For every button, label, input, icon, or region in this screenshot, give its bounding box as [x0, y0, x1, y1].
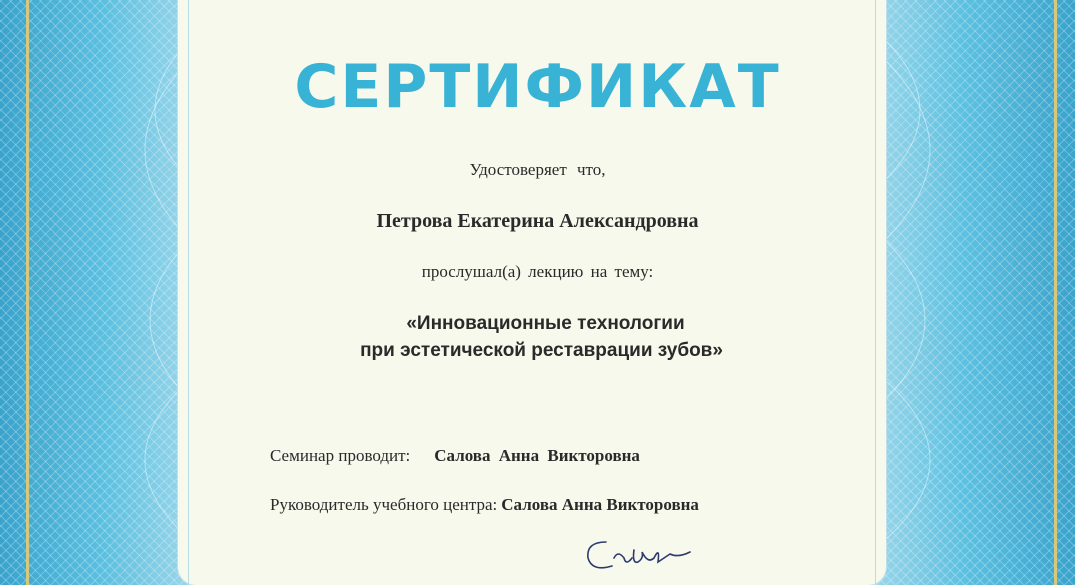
listened-text: прослушал(а) лекцию на тему:: [421, 262, 654, 281]
signature-icon: [578, 528, 718, 578]
lecture-topic-line-2: при эстетической реставрации зубов»: [360, 340, 723, 361]
seminar-label: Семинар проводит:: [270, 446, 411, 465]
recipient-name: Петрова Екатерина Александровна: [376, 210, 699, 232]
certificate-title: СЕРТИФИКАТ: [294, 52, 781, 122]
head-label: Руководитель учебного центра:: [270, 495, 498, 514]
head-name: Салова Анна Викторовна: [501, 495, 699, 514]
seminar-row: [270, 446, 640, 466]
certifies-text: Удостоверяет что,: [469, 160, 606, 179]
lecture-topic-line-1: «Инновационные технологии: [406, 313, 685, 334]
head-row: [270, 495, 699, 515]
seminar-lecturer: Салова Анна Викторовна: [434, 446, 640, 465]
